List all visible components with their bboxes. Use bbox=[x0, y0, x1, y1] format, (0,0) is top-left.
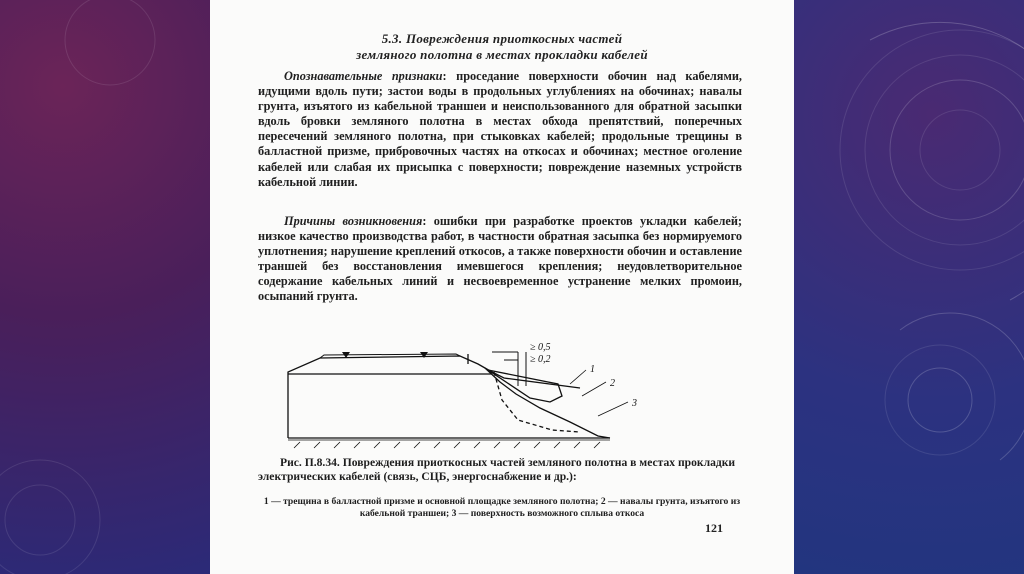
dimension-label-1: ≥ 0,5 bbox=[530, 342, 551, 353]
figure-caption: Рис. П.8.34. Повреждения приоткосных частей земляного полотна в местах прокладки электрических кабелей (связь, СЦБ, энергоснабжение и др.): bbox=[258, 456, 736, 483]
figure-label-2: 2 bbox=[610, 378, 615, 389]
document-page bbox=[210, 0, 794, 574]
figure-label-1: 1 bbox=[590, 364, 595, 375]
cross-section-figure bbox=[280, 338, 680, 450]
dimension-label-2: ≥ 0,2 bbox=[530, 354, 551, 365]
paragraph-causes bbox=[258, 214, 742, 305]
page-number: 121 bbox=[705, 521, 723, 535]
paragraph-lead: Опознавательные признаки bbox=[284, 69, 443, 83]
section-title-line-2: земляного полотна в местах прокладки кабелей bbox=[356, 47, 648, 62]
paragraph-text: : проседание поверхности обочин над кабелями, идущими вдоль пути; застои воды в продольных углублениях на обочинах; навалы грунта, изъятого из кабельной траншеи и неиспользованного для обратной засыпки вдоль бровки земляного полотна в местах обхода препятствий, поперечных пересечений земляного полотна, при стыковках кабелей; продольные трещины в балластной призме, прибровочных частях на откосах и обочинах; местное оголение кабелей или слабая их присыпка с поверхности; повреждение наземных устройств кабельной линии. bbox=[258, 69, 742, 189]
paragraph-lead: Причины возникновения bbox=[284, 214, 423, 228]
paragraph-signs bbox=[258, 69, 742, 190]
section-title-line-1: 5.3. Повреждения приоткосных частей bbox=[381, 31, 623, 46]
figure-label-3: 3 bbox=[632, 398, 637, 409]
figure-legend: 1 — трещина в балластной призме и основной площадке земляного полотна; 2 — навалы грунта, изъятого из кабельной траншеи; 3 — поверхность возможного сплыва откоса bbox=[263, 496, 741, 519]
paragraph-text: : ошибки при разработке проектов укладки кабелей; низкое качество производства работ, в частности обратная засыпка без нормируемого уплотнения; нарушение креплений откосов, а также поверхности обочин и оставление траншей без восстановления имевшегося крепления; неудовлетворительное содержание кабельных линий и несвоевременное устранение мелких промоин, осыпаний грунта. bbox=[258, 214, 743, 304]
